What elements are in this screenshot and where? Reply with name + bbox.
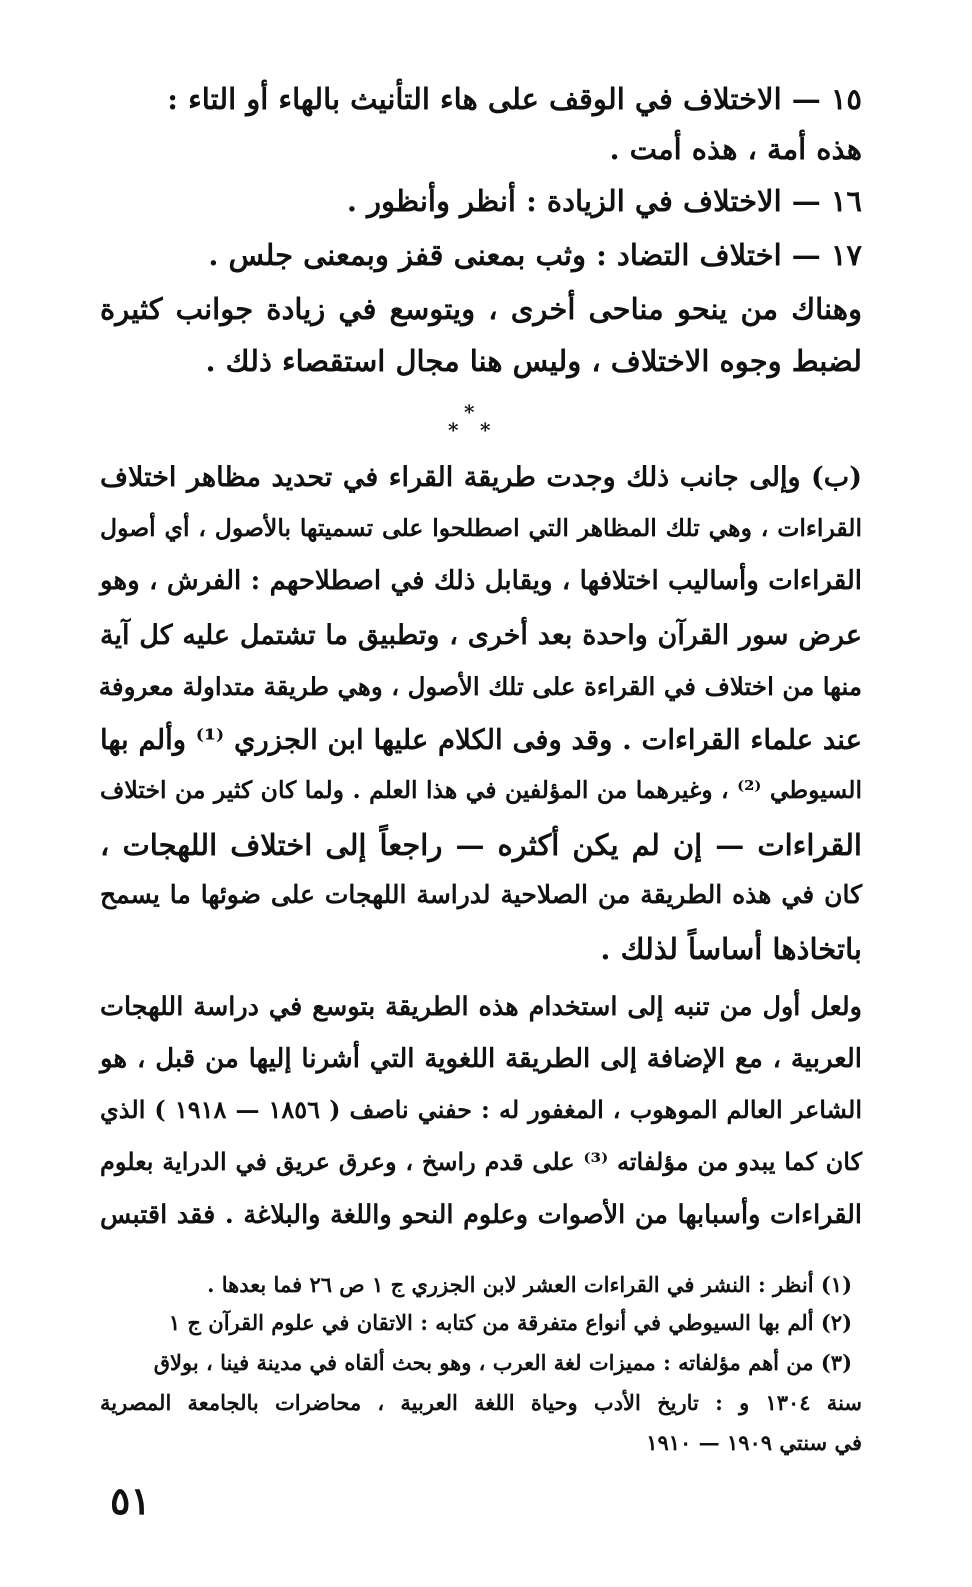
separator-star: *: [480, 418, 491, 442]
separator-star: *: [464, 400, 475, 424]
paragraph-b-line: (ب) وإلى جانب ذلك وجدت طريقة القراء في تحديد مظاهر اختلاف: [100, 462, 862, 493]
paragraph-b-line: كان في هذه الطريقة من الصلاحية لدراسة اللهجات على ضوئها ما يسمح: [100, 880, 862, 909]
footnote-2: (٢) ألم بها السيوطي في أنواع متفرقة من كتابه : الاتقان في علوم القرآن ج ١: [168, 1310, 852, 1335]
paragraph-c-line: كان كما يبدو من مؤلفاته ⁽³⁾ على قدم راسخ ، وعرق عريق في الدراية بعلوم: [100, 1147, 863, 1176]
paragraph-c-line: القراءات وأسبابها من الأصوات وعلوم النحو واللغة والبلاغة . فقد اقتبس: [100, 1200, 862, 1230]
text-line-intro-1: وهناك من ينحو مناحى أخرى ، ويتوسع في زيادة جوانب كثيرة: [100, 292, 862, 326]
section-separator: [440, 402, 500, 442]
text-line-item-15: ١٥ — الاختلاف في الوقف على هاء التأنيث بالهاء أو التاء :: [167, 82, 862, 116]
footnote-3-continued: في سنتي ١٩٠٩ — ١٩١٠: [646, 1430, 862, 1455]
paragraph-c-line: ولعل أول من تنبه إلى استخدام هذه الطريقة بتوسع في دراسة اللهجات: [100, 992, 862, 1022]
text-line-item-17: ١٧ — اختلاف التضاد : وثب بمعنى قفز وبمعنى جلس .: [208, 238, 862, 272]
separator-star: *: [448, 418, 459, 442]
paragraph-b-line: باتخاذها أساساً لذلك .: [600, 932, 862, 966]
paragraph-b-line: القراءات ، وهي تلك المظاهر التي اصطلحوا على تسميتها بالأصول ، أي أصول: [100, 514, 862, 542]
paragraph-b-line: القراءات وأساليب اختلافها ، ويقابل ذلك في اصطلاحهم : الفرش ، وهو: [100, 566, 862, 596]
paragraph-b-line: عرض سور القرآن واحدة بعد أخرى ، وتطبيق ما تشتمل عليه كل آية: [100, 620, 862, 651]
text-line-intro-2: لضبط وجوه الاختلاف ، وليس هنا مجال استقصاء ذلك .: [205, 344, 862, 378]
text-line-item-16: ١٦ — الاختلاف في الزيادة : أنظر وأنظور .: [346, 184, 862, 218]
text-line-item-15-example: هذه أمة ، هذه أمت .: [609, 132, 862, 166]
paragraph-c-line: الشاعر العالم الموهوب ، المغفور له : حفني ناصف ( ١٨٥٦ — ١٩١٨ ) الذي: [100, 1095, 863, 1124]
paragraph-b-line: القراءات — إن لم يكن أكثره — راجعاً إلى اختلاف اللهجات ،: [100, 828, 862, 862]
page-number: ٥١: [110, 1478, 151, 1523]
paragraph-c-line: العربية ، مع الإضافة إلى الطريقة اللغوية التي أشرنا إليها من قبل ، هو: [100, 1044, 862, 1074]
paragraph-b-line: منها من اختلاف في القراءة على تلك الأصول ، وهي طريقة متداولة معروفة: [98, 672, 862, 701]
paragraph-b-line: السيوطي ⁽²⁾ ، وغيرهما من المؤلفين في هذا العلم . ولما كان كثير من اختلاف: [100, 776, 862, 804]
paragraph-b-line: عند علماء القراءات . وقد وفى الكلام عليها ابن الجزري ⁽¹⁾ وألم بها: [100, 724, 863, 756]
footnote-3-continued: سنة ١٣٠٤ و : تاريخ الأدب وحياة اللغة العربية ، محاضرات بالجامعة المصرية: [100, 1390, 862, 1415]
footnote-1: (١) أنظر : النشر في القراءات العشر لابن الجزري ج ١ ص ٢٦ فما بعدها .: [207, 1272, 852, 1297]
footnote-3: (٣) من أهم مؤلفاته : مميزات لغة العرب ، وهو بحث ألقاه في مدينة فينا ، بولاق: [153, 1350, 852, 1375]
